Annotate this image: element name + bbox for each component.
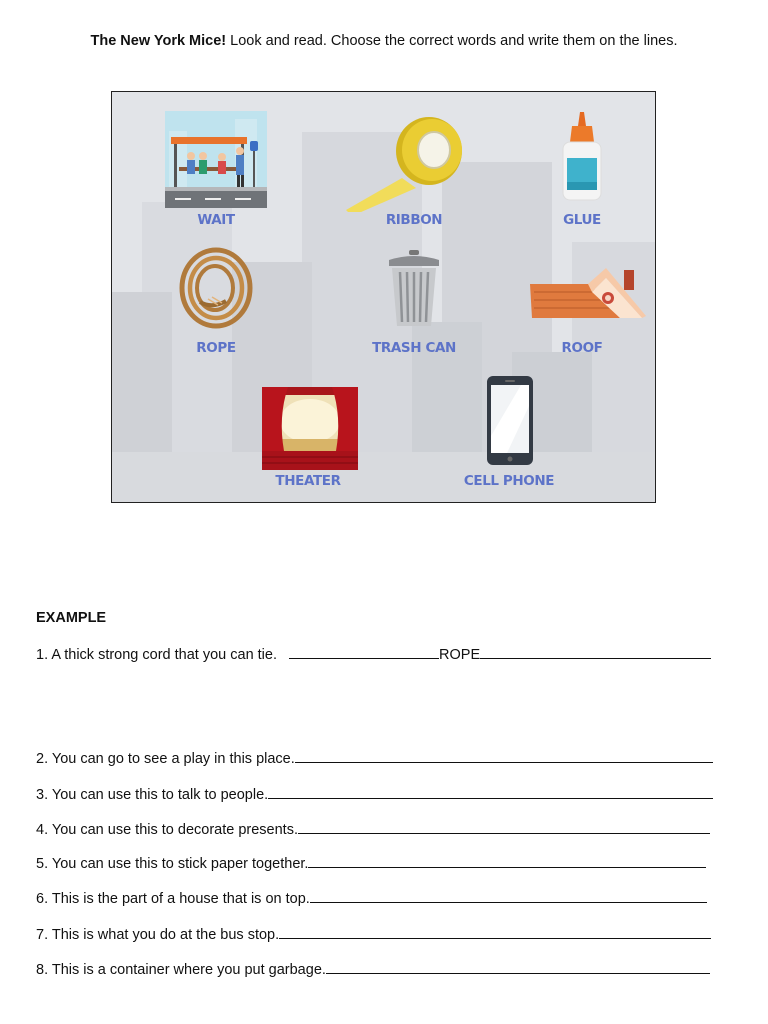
question-text: 2. You can go to see a play in this place. <box>36 751 295 767</box>
example-question <box>36 646 711 663</box>
question-text: 6. This is the part of a house that is on top. <box>36 891 310 907</box>
answer-line[interactable] <box>268 786 713 799</box>
picture-box <box>111 91 656 503</box>
question-text: 3. You can use this to talk to people. <box>36 787 269 803</box>
question-7 <box>36 926 711 943</box>
theater-stage-icon <box>262 387 358 470</box>
label-ribbon: RIBBON <box>385 212 443 228</box>
glue-bottle-icon <box>559 112 605 202</box>
label-theater: THEATER <box>275 473 341 489</box>
answer-line[interactable] <box>308 855 706 868</box>
example-question-text: 1. A thick strong cord that you can tie. <box>36 647 277 663</box>
question-text: 5. You can use this to stick paper together. <box>36 856 309 872</box>
answer-line[interactable] <box>295 750 713 763</box>
answer-line[interactable] <box>326 961 710 974</box>
title-bold: The New York Mice! <box>90 33 227 49</box>
question-2 <box>36 750 713 767</box>
question-5 <box>36 855 706 872</box>
answer-line[interactable] <box>289 646 439 659</box>
answer-line[interactable] <box>480 646 711 659</box>
label-wait: WAIT <box>197 212 235 228</box>
label-cell-phone: CELL PHONE <box>463 473 555 489</box>
label-rope: ROPE <box>196 340 236 356</box>
worksheet-title <box>0 33 768 49</box>
example-answer: ROPE <box>439 647 481 663</box>
example-heading: EXAMPLE <box>36 610 107 626</box>
label-roof: ROOF <box>561 340 603 356</box>
question-text: 8. This is a container where you put garbage. <box>36 962 326 978</box>
bus-stop-icon <box>165 111 267 208</box>
label-glue: GLUE <box>563 212 601 228</box>
answer-line[interactable] <box>310 890 707 903</box>
question-3 <box>36 786 713 803</box>
tape-roll-icon <box>344 112 468 212</box>
rope-coil-icon <box>178 247 256 329</box>
roof-icon <box>530 268 648 320</box>
question-text: 7. This is what you do at the bus stop. <box>36 927 280 943</box>
question-text: 4. You can use this to decorate presents. <box>36 822 298 838</box>
question-4 <box>36 821 710 838</box>
question-8 <box>36 961 710 978</box>
title-instructions: Look and read. Choose the correct words and write them on the lines. <box>230 33 678 49</box>
answer-line[interactable] <box>279 926 711 939</box>
cell-phone-icon <box>487 376 533 465</box>
question-6 <box>36 890 707 907</box>
trash-can-icon <box>387 250 441 328</box>
answer-line[interactable] <box>298 821 710 834</box>
label-trash-can: TRASH CAN <box>372 340 456 356</box>
